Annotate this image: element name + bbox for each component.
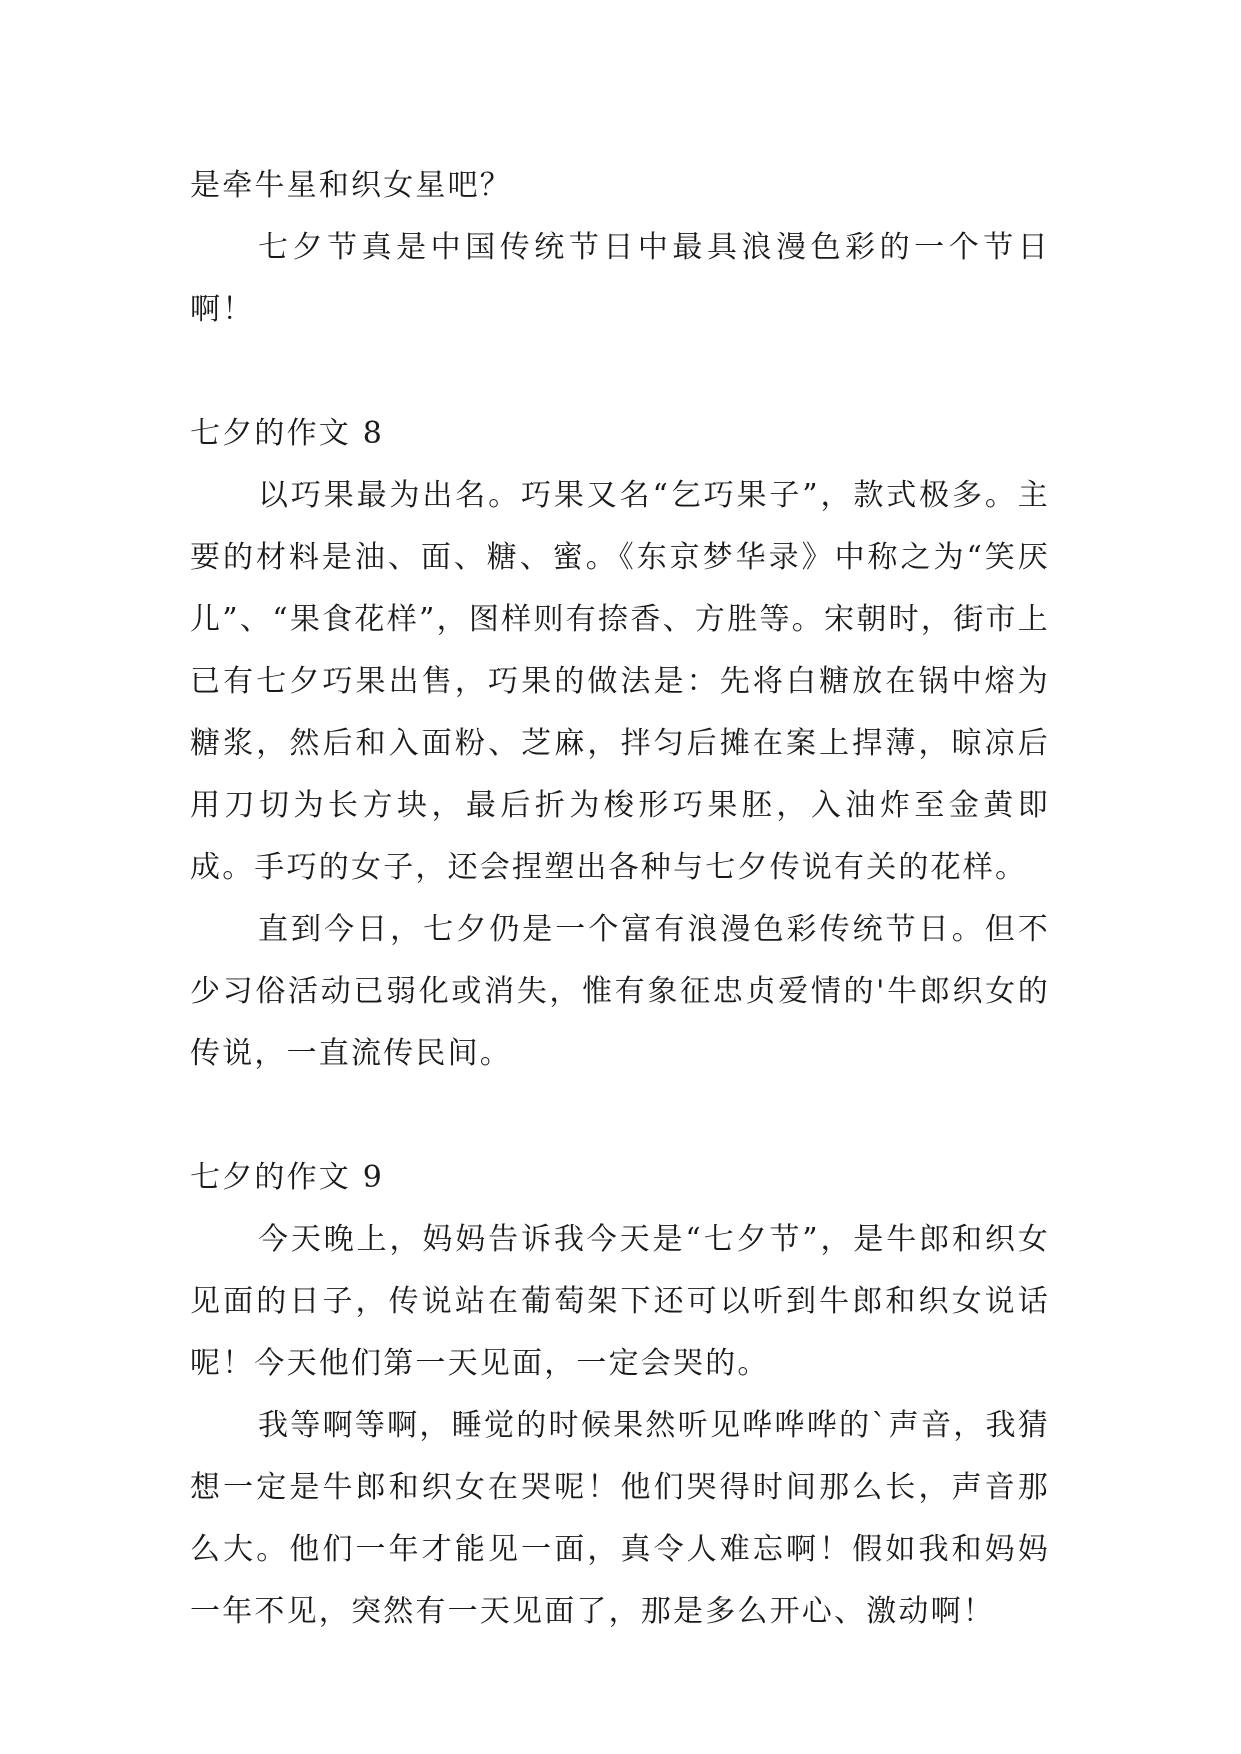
- paragraph-qiaoguo: 以巧果最为出名。巧果又名“乞巧果子”，款式极多。主要的材料是油、面、糖、蜜。《东京梦华录》中称之为“笑厌儿”、“果食花样”，图样则有捺香、方胜等。宋朝时，街市上已有七夕巧果出售，巧果的做法是：先将白糖放在锅中熔为糖浆，然后和入面粉、芝麻，拌匀后摊在案上捍薄，晾凉后用刀切为长方块，最后折为梭形巧果胚，入油炸至金黄即成。手巧的女子，还会捏塑出各种与七夕传说有关的花样。: [190, 478, 1050, 885]
- section-heading-9: 七夕的作文 9: [190, 1160, 385, 1195]
- paragraph-waiting: 我等啊等啊，睡觉的时候果然听见哗哗哗的`声音，我猜想一定是牛郎和织女在哭呢！他们哭得时间那么长，声音那么大。他们一年才能见一面，真令人难忘啊！假如我和妈妈一年不见，突然有一天见面了，那是多么开心、激动啊！: [190, 1408, 1050, 1629]
- paragraph-tradition: 直到今日，七夕仍是一个富有浪漫色彩传统节日。但不少习俗活动已弱化或消失，惟有象征忠贞爱情的'牛郎织女的传说，一直流传民间。: [190, 912, 1050, 1071]
- section-heading-8: 七夕的作文 8: [190, 416, 385, 451]
- paragraph-closing: 七夕节真是中国传统节日中最具浪漫色彩的一个节日啊！: [190, 230, 1050, 327]
- document-page: [190, 155, 1050, 1643]
- paragraph-continuation: 是牵牛星和织女星吧？: [190, 168, 512, 203]
- paragraph-tonight: 今天晚上，妈妈告诉我今天是“七夕节”，是牛郎和织女见面的日子，传说站在葡萄架下还可以听到牛郎和织女说话呢！今天他们第一天见面，一定会哭的。: [190, 1222, 1050, 1381]
- section-gap: [190, 341, 1050, 403]
- section-gap: [190, 1085, 1050, 1147]
